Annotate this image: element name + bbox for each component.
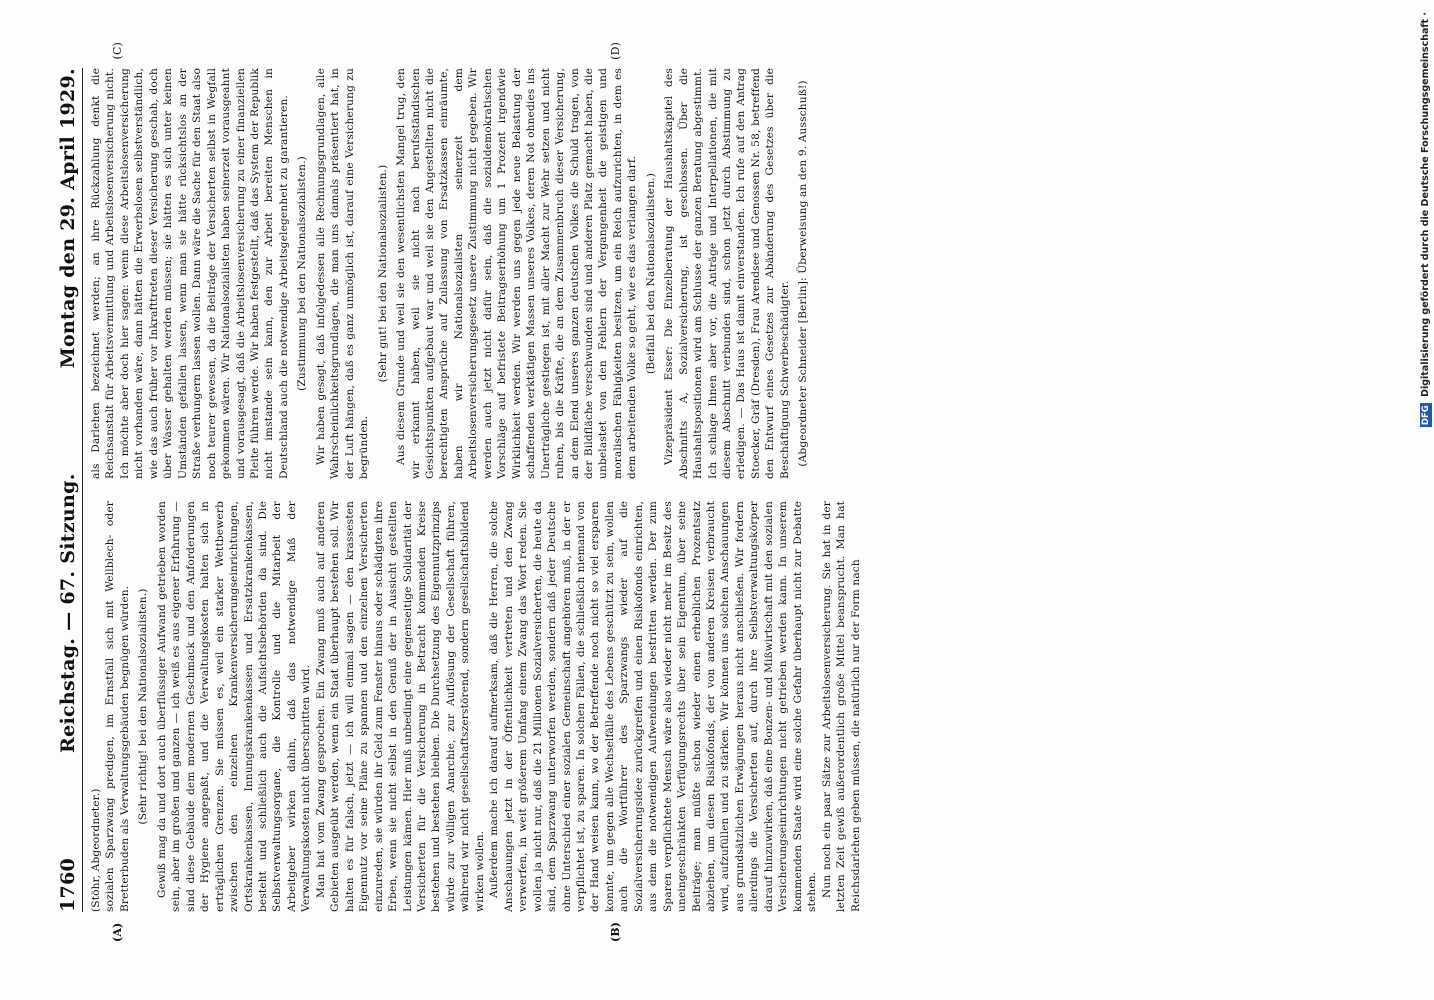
interjection: (Beifall bei den Nationalsozialisten.): [644, 173, 657, 375]
interjection: (Abgeordneter Schneider [Berlin]: Überweisung an den 9. Ausschuß!): [797, 80, 810, 467]
text-columns: [89, 42, 1339, 942]
interjection: (Sehr richtig! bei den Nationalsozialisten.): [137, 588, 150, 825]
paragraph: Nun noch ein paar Sätze zur Arbeitslosenversicherung. Sie hat in der letzten Zeit gewiß außerordentlich große Mittel beansprucht. Man hat Reichsdarlehen geben müssen, die natürlich nur der Form nach: [820, 501, 862, 912]
funding-note: [1420, 12, 1432, 427]
speaker-label: (Stöhr, Abgeordneter.): [90, 788, 102, 912]
right-column: [89, 42, 1339, 479]
interjection: (Zustimmung bei den Nationalsozialisten.): [296, 156, 309, 391]
funding-text: Digitalisierung gefördert durch die Deutsche Forschungsgemeinschaft ·: [1420, 12, 1431, 397]
paragraph: Aus diesem Grunde und weil sie den wesentlichsten Mangel trug, den wir erkannt haben, weil sie nicht nach berufsständischen Gesichtspunkten aufgebaut war und weil sie den Angestellten nicht die berechtigten Ansprüche auf Zulassung von Ersatzkassen einräumte, haben wir Nationalsozialisten seinerzeit dem Arbeitslosenversicherungsgesetz unsere Zustimmung nicht gegeben. Wir werden auch jetzt nicht dafür sein, daß die sozialdemokratischen Vorschläge auf befristete Beitragserhöhung um 1 Prozent irgendwie Wirklichkeit werden. Wir werden uns gegen jede neue Belastung der schaffenden werktätigen Massen unseres Volkes, deren Not ohnedies ins Unerträgliche gestiegen ist, mit aller Macht zur Wehr setzen und nicht ruhen, bis die Kräfte, die an dem Zusammenbruch dieser Versicherung, an dem Elend unseres ganzen deutschen Volkes die Schuld tragen, von der Bildfläche verschwunden sind und anderen Platz gemacht haben, die unbelastet von den Fehlern der Vergangenheit die geistigen und moralischen Fähigkeiten besitzen, um ein Reich aufzurichten, in dem es dem arbeitenden Volke so geht, wie es das verlangen darf.: [395, 68, 639, 479]
marker-a: (A): [111, 922, 124, 942]
paragraph: Wir haben gesagt, daß infolgedessen alle Rechnungsgrundlagen, alle Wahrscheinlichkeitsgrundlagen, die man uns damals präsentiert hat, in der Luft hängen, daß es ganz unmöglich ist, darauf eine Versicherung zu begründen.: [314, 68, 371, 479]
paragraph: Außerdem mache ich darauf aufmerksam, daß die Herren, die solche Anschauungen jetzt in der Öffentlichkeit vertreten und den Zwang verwerfen, in weit größerem Umfang einem Zwang das Wort reden. Sie wollen ja nicht nur, daß die 21 Millionen Sozialversicherten, die heute da sind, dem Sparzwang unterworfen werden, sondern daß jeder Deutsche ohne Unterschied einer sozialen Gemeinschaft angehören muß, in der er verpflichtet ist, zu sparen. In solchen Fällen, die schließlich niemand von der Hand weisen kann, wo der Betreffende noch nicht so viel ersparen konnte, um gegen alle Wechselfälle des Lebens geschützt zu sein, wollen auch die Wortführer des Sparzwangs wieder auf die Sozialversicherungsidee zurückgreifen und einen Risikofonds einrichten, aus dem die notwendigen Aufwendungen bestritten werden. Der zum Sparen verpflichtete Mensch wäre also wieder nicht mehr im Besitz des uneingeschränkten Verfügungsrechts über sein Eigentum, über seine Beiträge; man müßte schon wieder einen erheblichen Prozentsatz abziehen, um diesen Risikofonds, der von anderen Kreisen verbraucht wird, aufzufüllen und zu stärken. Wir können uns solchen Anschauungen aus grundsätzlichen Erwägungen heraus nicht anschließen. Wir fordern allerdings die Versicherten auf, durch ihre Selbstverwaltungskörper darauf hinzuwirken, daß eine Bonzen- und Mißwirtschaft mit den sozialen Versicherungseinrichtungen nicht getrieben werden kann. In unserem kommenden Staate wird eine solche Gefahr überhaupt nicht zur Debatte stehen.: [488, 501, 819, 912]
paragraph: Vizepräsident Esser: Die Einzelberatung der Haushaltskapitel des Abschnitts A, Sozialversicherung, ist geschlossen. Über die Haushaltspositionen wird am Schlusse der ganzen Beratung abgestimmt. Ich schlage Ihnen aber vor, die Anträge und Interpellationen, die mit diesem Abschnitt verbunden sind, schon jetzt durch Abstimmung zu erledigen. — Das Haus ist damit einverstanden. Ich rufe auf den Antrag Stoecker, Gräf (Dresden), Frau Arendsee und Genossen Nr. 58, betreffend den Entwurf eines Gesetzes zur Abänderung des Gesetzes über die Beschäftigung Schwerbeschädigter.: [663, 68, 791, 479]
page-date: Montag den 29. April 1929.: [57, 68, 79, 369]
paragraph: als Darlehen bezeichnet werden; an ihre Rückzahlung denkt die Reichsanstalt für Arbeitsvermittlung und Arbeitslosenversicherung nicht. Ich möchte aber doch hier sagen: wenn diese Arbeitslosenversicherung nicht vorhanden wäre, dann hätten die Erwerbslosen selbstverständlich, wie das auch früher vor Inkrafttreten dieser Versicherung geschah, doch über Wasser gehalten werden müssen; sie hätten es sich unter keinen Umständen gefallen lassen, wenn man sie hätte rücksichtslos an der Straße verhungern lassen wollen. Dann wäre die Sache für den Staat also noch teurer gewesen, da die Beiträge der Versicherten selbst in Wegfall gekommen wären. Wir Nationalsozialisten haben seinerzeit vorausgeahnt und vorausgesagt, daß die Arbeitslosenversicherung zu einer finanziellen Pleite führen werde. Wir haben festgestellt, daß das System der Republik nicht imstande sein kann, den zur Arbeit bereiten Menschen in Deutschland auch die notwendige Arbeitsgelegenheit zu garantieren.: [90, 68, 290, 479]
paragraph: sozialen Sparzwang predigen, im Ernstfall sich mit Wellblech- oder Bretterbuden als Verwaltungsgebäuden begnügen würden.: [104, 501, 131, 912]
marker-b: (B): [609, 921, 622, 942]
marker-d: (D): [609, 42, 622, 60]
page-number: 1760: [57, 857, 79, 912]
marker-c: (C): [111, 42, 124, 60]
dfg-logo: DFG: [1421, 405, 1431, 426]
page-header: [57, 68, 83, 912]
paragraph: Man hat vom Zwang gesprochen. Ein Zwang muß auch auf anderen Gebieten ausgeübt werden, wenn ein Staat überhaupt bestehen soll. Wir halten es für falsch, jetzt — ich will einmal sagen — den krassesten Eigennutz vor seine Pläne zu spannen und den einzelnen Versicherten einzureden, sie würden ihr Geld zum Fenster hinaus oder schädigten ihre Erben, wenn sie nicht selbst in den Genuß der in Aussicht gestellten Leistungen kämen. Hier muß unbedingt eine gegenseitige Solidarität der Versicherten für die Versicherung in Betracht kommenden Kreise bestehen und bestehen bleiben. Die Durchsetzung des Eigennutzprinzips würde zur völligen Anarchie, zur Auflösung der Gesellschaft führen, während wir nicht gesellschaftszerstörend, sondern gesellschaftsbildend wirken wollen.: [314, 501, 486, 912]
interjection: (Sehr gut! bei den Nationalsozialisten.): [376, 164, 389, 383]
page-title: Reichstag. — 67. Sitzung.: [57, 473, 79, 753]
rotated-paper: [37, 40, 1377, 960]
left-column: [89, 501, 1339, 942]
paragraph: Gewiß mag da und dort auch überflüssiger Aufwand getrieben worden sein, aber im großen und ganzen — ich weiß es aus eigener Erfahrung — sind diese Gebäude dem modernen Geschmack und den Anforderungen der Hygiene angepaßt, und die Verwaltungskosten halten sich in erträglichen Grenzen. Sie müssen es, weil ein starker Wettbewerb zwischen den einzelnen Krankenversicherungseinrichtungen, Ortskrankenkassen, Innungskrankenkassen und Ersatzkrankenkassen, besteht und schließlich auch die Aufsichtsbehörden da sind. Die Selbstverwaltungsorgane, die Kontrolle und die Mitarbeit der Arbeitgeber wirken dahin, daß das notwendige Maß der Verwaltungskosten nicht überschritten wird.: [155, 501, 313, 912]
